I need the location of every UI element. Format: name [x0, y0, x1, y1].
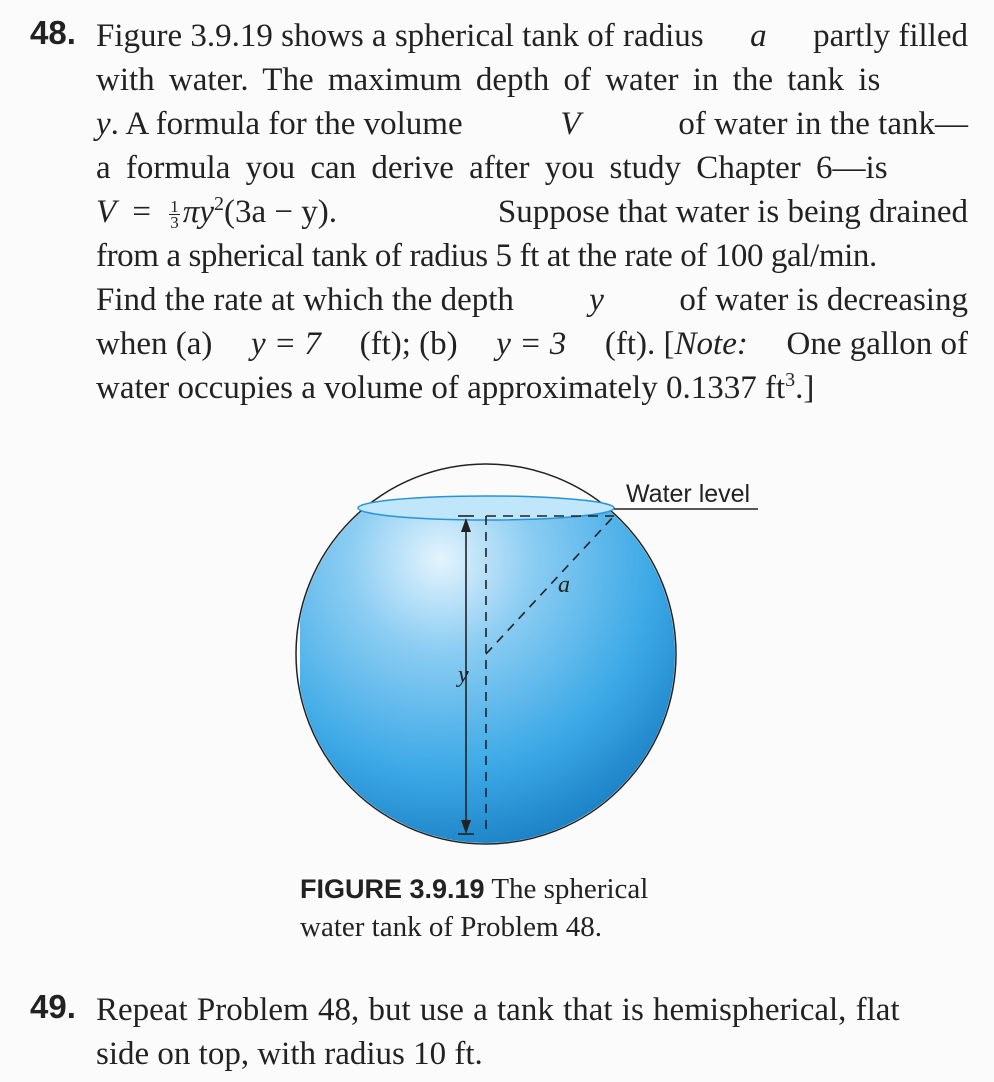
figure-caption — [300, 870, 648, 946]
caption-text: The spherical — [491, 873, 649, 905]
text-line — [96, 1032, 968, 1076]
var-y: y — [589, 282, 604, 318]
text-line — [96, 988, 968, 1032]
text-span: of water is decreasing — [679, 282, 968, 318]
depth-label: y — [458, 662, 469, 688]
problem-number: 48. — [30, 14, 76, 51]
water-level-label: Water level — [626, 480, 751, 508]
text-span: of water in the tank— — [678, 106, 968, 142]
text-span: (ft); (b) — [359, 326, 458, 362]
radius-label: a — [558, 572, 570, 598]
text-span: partly filled — [813, 18, 968, 54]
caption-label: FIGURE 3.9.19 — [300, 874, 485, 904]
text-span: .] — [795, 370, 815, 406]
equals: = — [132, 194, 152, 230]
equation: y = 7 — [251, 326, 321, 362]
caption-text: water tank of Problem 48. — [300, 911, 603, 943]
problem-text — [96, 988, 968, 1076]
caption-line — [300, 870, 648, 908]
text-span: a formula you can derive after you study Chapter 6—is — [96, 150, 888, 186]
equation: y = 3 — [496, 326, 567, 362]
text-span: (ft). [ — [604, 326, 675, 362]
text-span: with water. The maximum depth of water in the tank is — [96, 62, 881, 98]
text-span: from a spherical tank of radius 5 ft at the rate of 100 gal/min. — [96, 238, 877, 274]
exponent: 2 — [213, 193, 224, 215]
text-span: Repeat Problem 48, but use a tank that is hemispherical, flat — [96, 992, 900, 1028]
var-V: V — [560, 106, 581, 142]
frac-num: 1 — [170, 196, 179, 216]
var-V: V — [96, 194, 117, 230]
formula-part: πy — [182, 194, 214, 230]
text-span: when (a) — [96, 326, 213, 362]
text-span: Find the rate at which the depth — [96, 282, 514, 318]
text-span: One gallon of — [786, 326, 968, 362]
exponent: 3 — [785, 369, 796, 391]
problem-number: 49. — [30, 988, 76, 1025]
formula-part: (3a − y). — [223, 194, 337, 230]
text-span: Figure 3.9.19 shows a spherical tank of radius — [96, 18, 704, 54]
text-span: water occupies a volume of approximately 0.1337 ft — [96, 370, 786, 406]
note-label: Note: — [674, 326, 748, 362]
frac-den: 3 — [170, 212, 179, 232]
text-span: side on top, with radius 10 ft. — [96, 1036, 483, 1072]
text-span: . A formula for the volume — [110, 106, 463, 142]
text-span: Suppose that water is being drained — [497, 194, 968, 230]
var-a: a — [750, 18, 767, 54]
var-y: y — [96, 106, 111, 142]
